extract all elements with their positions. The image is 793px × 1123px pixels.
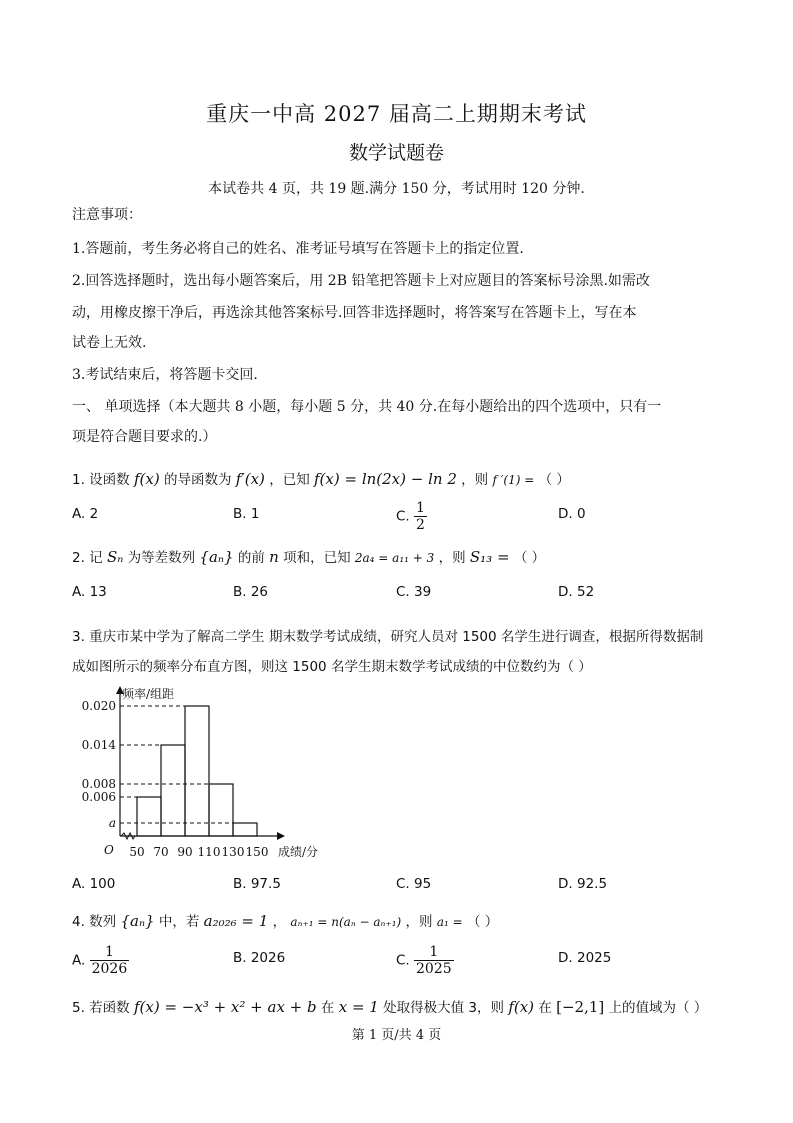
question-1 <box>72 466 732 493</box>
question-2-options <box>72 584 732 610</box>
q1-option-c-label: C. <box>396 508 410 525</box>
histogram-bar-1 <box>137 797 161 836</box>
q4-option-a[interactable] <box>72 944 129 977</box>
q4-option-c-fraction: $\frac{1}{2025}$ <box>416 944 452 977</box>
question-4 <box>72 908 732 935</box>
q4-option-a-label: A. <box>72 952 86 969</box>
q4-ask: a₁ = <box>436 915 463 929</box>
q5-mid4: 上的值域为（ ） <box>608 1000 708 1016</box>
section-1-heading-line-2: 项是符合题目要求的.） <box>72 429 217 445</box>
notice-item-2-line-2: 动，用橡皮擦干净后，再选涂其他答案标号.回答非选择题时，将答案写在答题卡上，写在本 <box>72 305 637 321</box>
q1-mid3: ，则 <box>461 472 489 488</box>
q2-option-a[interactable]: A. 13 <box>72 584 107 600</box>
q4-mid1: 中，若 <box>158 914 200 930</box>
q5-prefix: 5. 若函数 <box>72 1000 130 1016</box>
q4-option-a-fraction: $\frac{1}{2026}$ <box>91 944 128 977</box>
x-tick-label-4: 110 <box>197 845 221 859</box>
q1-paren: （ ） <box>538 472 570 488</box>
q2-mid4: ，则 <box>438 550 466 566</box>
x-tick-label-1: 50 <box>129 845 145 859</box>
q2-equation: 2a₄ = a₁₁ + 3 <box>354 551 435 565</box>
q2-an: {aₙ} <box>199 548 234 566</box>
q1-equation: f(x) = ln(2x) − ln 2 <box>314 470 457 488</box>
q4-eq1: a₂₀₂₆ = 1 <box>203 912 269 930</box>
frequency-histogram <box>72 684 342 866</box>
q1-mid1: 的导函数为 <box>163 472 232 488</box>
x-tick-label-5: 130 <box>221 845 245 859</box>
q2-ask: S₁₃ = <box>469 548 510 566</box>
q5-equation: f(x) = −x³ + x² + ax + b <box>133 998 317 1016</box>
q1-ask: f ′(1) = <box>492 473 535 487</box>
q1-fx: f(x) <box>133 470 160 488</box>
q1-option-d[interactable]: D. 0 <box>558 506 586 522</box>
section-1-heading-line-1: 一、 单项选择（本大题共 8 小题，每小题 5 分，共 40 分.在每小题给出的四个选项中，只有一 <box>72 399 662 415</box>
q2-option-d[interactable]: D. 52 <box>558 584 595 600</box>
question-4-options <box>72 944 732 977</box>
q2-mid3: 项和，已知 <box>283 550 351 566</box>
histogram-bar-2 <box>161 745 185 836</box>
q2-prefix: 2. 记 <box>72 550 103 566</box>
histogram-bar-4 <box>209 784 233 836</box>
y-tick-label-1: 0.020 <box>81 699 116 713</box>
q4-paren: （ ） <box>466 914 499 930</box>
q4-prefix: 4. 数列 <box>72 914 117 930</box>
x-tick-label-6: 150 <box>245 845 269 859</box>
notice-item-2-line-3: 试卷上无效. <box>72 335 147 351</box>
question-3-options <box>72 876 732 902</box>
notice-item-1: 1.答题前，考生务必将自己的姓名、准考证号填写在答题卡上的指定位置. <box>72 241 524 257</box>
y-tick-label-5: a <box>108 816 116 830</box>
q1-option-b[interactable]: B. 1 <box>233 506 260 522</box>
q3-option-b[interactable]: B. 97.5 <box>233 876 281 892</box>
q1-mid2: ，已知 <box>269 472 310 488</box>
question-1-options <box>72 500 732 533</box>
exam-intro: 本试卷共 4 页，共 19 题.满分 150 分，考试用时 120 分钟. <box>208 181 585 197</box>
q4-mid2: ，则 <box>405 914 433 930</box>
q5-mid3: 在 <box>538 1000 552 1016</box>
q1-option-c[interactable] <box>396 500 427 533</box>
q2-Sn: Sₙ <box>106 548 124 566</box>
q4-comma: ， <box>272 914 287 930</box>
exam-subtitle: 数学试题卷 <box>348 142 444 164</box>
y-tick-label-4: 0.006 <box>81 790 116 804</box>
q5-interval: [−2,1] <box>556 998 605 1016</box>
notice-heading: 注意事项： <box>72 207 142 223</box>
q4-eq2: aₙ₊₁ = n(aₙ − aₙ₊₁) <box>290 915 402 929</box>
notice-item-3: 3.考试结束后，将答题卡交回. <box>72 367 258 383</box>
q5-x1: x = 1 <box>338 998 379 1016</box>
notice-item-2-line-1: 2.回答选择题时，选出每小题答案后，用 2B 铅笔把答题卡上对应题目的答案标号涂黑.如需改 <box>72 273 650 289</box>
q2-option-c[interactable]: C. 39 <box>396 584 432 600</box>
q2-mid2: 的前 <box>237 550 265 566</box>
histogram-bar-5 <box>233 823 257 836</box>
q2-option-b[interactable]: B. 26 <box>233 584 269 600</box>
q5-fx: f(x) <box>508 998 535 1016</box>
q3-option-d[interactable]: D. 92.5 <box>558 876 608 892</box>
x-axis-arrow <box>277 832 285 840</box>
q4-option-d[interactable]: D. 2025 <box>558 950 612 966</box>
exam-title: 重庆一中高 2027 届高二上期期末考试 <box>206 102 587 126</box>
q4-an: {aₙ} <box>120 912 155 930</box>
q2-paren: （ ） <box>513 550 546 566</box>
x-axis-label: 成绩/分 <box>278 845 319 859</box>
origin-label: O <box>104 843 114 857</box>
q4-option-c[interactable] <box>396 944 454 977</box>
histogram-bar-3 <box>185 706 209 836</box>
q1-option-a[interactable]: A. 2 <box>72 506 99 522</box>
q2-mid1: 为等差数列 <box>127 550 196 566</box>
y-tick-label-3: 0.008 <box>81 777 116 791</box>
q3-option-c[interactable]: C. 95 <box>396 876 432 892</box>
q5-mid1: 在 <box>320 1000 335 1016</box>
q4-option-c-label: C. <box>396 952 410 969</box>
q3-option-a[interactable]: A. 100 <box>72 876 116 892</box>
question-5 <box>72 994 732 1021</box>
x-tick-label-2: 70 <box>153 845 169 859</box>
q1-prefix: 1. 设函数 <box>72 472 130 488</box>
y-tick-label-2: 0.014 <box>81 738 116 752</box>
q4-option-b[interactable]: B. 2026 <box>233 950 286 966</box>
q5-mid2: 处取得极大值 3，则 <box>383 1000 505 1016</box>
question-3-line-1: 3. 重庆市某中学为了解高二学生 期末数学考试成绩，研究人员对 1500 名学生进行调查，根据所得数据制 <box>72 629 704 645</box>
page-footer: 第 1 页/共 4 页 <box>351 1028 442 1043</box>
question-3-line-2: 成如图所示的频率分布直方图，则这 1500 名学生期末数学考试成绩的中位数约为（ ） <box>72 659 592 675</box>
q1-option-c-fraction: $\frac{1}{2}$ <box>416 500 425 533</box>
question-2 <box>72 544 732 571</box>
q2-n: n <box>269 548 279 566</box>
x-tick-label-3: 90 <box>177 845 193 859</box>
y-axis-label: 频率/组距 <box>122 687 175 701</box>
q1-fpx: f′(x) <box>235 470 265 488</box>
